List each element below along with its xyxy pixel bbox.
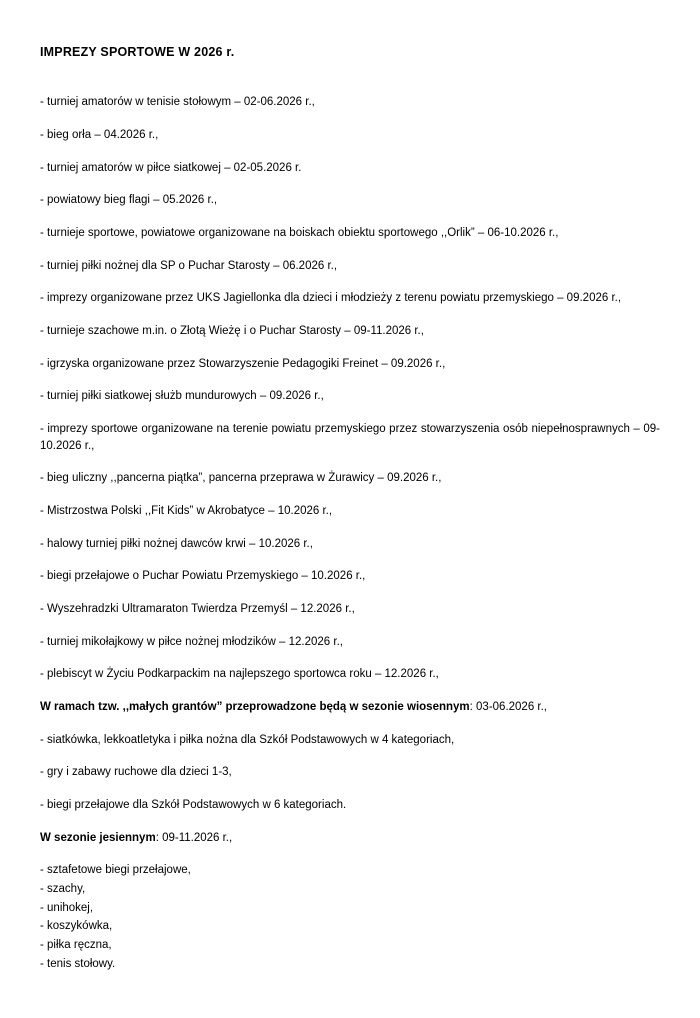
list-item: - turnieje sportowe, powiatowe organizowane na boiskach obiektu sportowego ,,Orlik” – 06-10.2026 r.,	[40, 226, 559, 239]
list-item: - imprezy sportowe organizowane na terenie powiatu przemyskiego przez stowarzyszenia osób niepełnosprawnych – 09-10.2026 r.,	[40, 422, 660, 452]
list-item: - siatkówka, lekkoatletyka i piłka nożna dla Szkół Podstawowych w 4 kategoriach,	[40, 733, 455, 746]
autumn-season-heading-rest: : 09-11.2026 r.,	[155, 831, 233, 844]
list-item: - sztafetowe biegi przełajowe,	[40, 864, 191, 877]
autumn-season-heading-bold: W sezonie jesiennym	[40, 831, 156, 844]
autumn-season-list	[40, 862, 660, 972]
list-item: - biegi przełajowe dla Szkół Podstawowych w 6 kategoriach.	[40, 799, 347, 812]
list-item: - turniej mikołajkowy w piłce nożnej młodzików – 12.2026 r.,	[40, 635, 343, 648]
list-item: - gry i zabawy ruchowe dla dzieci 1-3,	[40, 766, 232, 779]
list-item: - Mistrzostwa Polski ,,Fit Kids” w Akrobatyce – 10.2026 r.,	[40, 504, 333, 517]
list-item: - bieg uliczny ,,pancerna piątka”, pancerna przeprawa w Żurawicy – 09.2026 r.,	[40, 472, 442, 485]
list-item: - powiatowy bieg flagi – 05.2026 r.,	[40, 194, 218, 207]
spring-season-heading	[40, 699, 660, 716]
list-item: - turnieje szachowe m.in. o Złotą Wieżę i o Puchar Starosty – 09-11.2026 r.,	[40, 324, 424, 337]
list-item: - plebiscyt w Życiu Podkarpackim na najlepszego sportowca roku – 12.2026 r.,	[40, 668, 439, 681]
list-item: - piłka ręczna,	[40, 939, 112, 952]
autumn-season-heading	[40, 830, 660, 847]
spring-season-heading-bold: W ramach tzw. ,,małych grantów” przeprowadzone będą w sezonie wiosennym	[40, 701, 470, 714]
spring-season-section	[40, 699, 660, 814]
list-item: - turniej piłki siatkowej służb mundurowych – 09.2026 r.,	[40, 390, 324, 403]
autumn-season-section	[40, 830, 660, 973]
list-item: - Wyszehradzki Ultramaraton Twierdza Przemyśl – 12.2026 r.,	[40, 603, 355, 615]
spring-season-heading-rest: : 03-06.2026 r.,	[469, 701, 548, 714]
list-item: - tenis stołowy.	[40, 957, 116, 970]
list-item: - turniej amatorów w piłce siatkowej – 02-05.2026 r.	[40, 161, 302, 174]
page-title: IMPREZY SPORTOWE W 2026 r.	[40, 45, 235, 59]
list-item: - unihokej,	[40, 901, 94, 914]
list-item: - turniej piłki nożnej dla SP o Puchar Starosty – 06.2026 r.,	[40, 259, 338, 272]
list-item: - halowy turniej piłki nożnej dawców krwi – 10.2026 r.,	[40, 537, 313, 550]
list-item: - igrzyska organizowane przez Stowarzyszenie Pedagogiki Freinet – 09.2026 r.,	[40, 357, 446, 370]
list-item: - bieg orła – 04.2026 r.,	[40, 128, 159, 141]
list-item: - turniej amatorów w tenisie stołowym – 02-06.2026 r.,	[40, 96, 315, 109]
list-item: - koszykówka,	[40, 920, 113, 933]
events-list	[40, 94, 660, 683]
list-item: - biegi przełajowe o Puchar Powiatu Przemyskiego – 10.2026 r.,	[40, 570, 366, 583]
list-item: - imprezy organizowane przez UKS Jagiellonka dla dzieci i młodzieży z terenu powiatu przemyskiego – 09.2026 r.,	[40, 292, 622, 305]
list-item: - szachy,	[40, 883, 86, 896]
